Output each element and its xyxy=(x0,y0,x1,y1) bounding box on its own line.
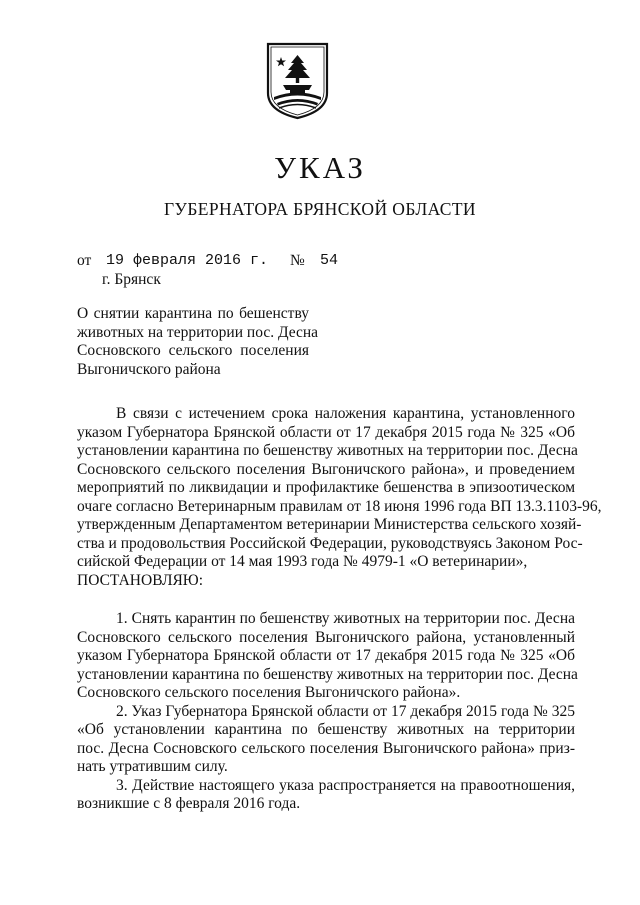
decree-subject xyxy=(77,305,319,379)
clause-1 xyxy=(77,610,578,703)
body-line: нать утратившим силу. xyxy=(77,758,228,775)
body-line: ства и продовольствия Российской Федерации, руководствуясь Законом Рос- xyxy=(77,534,583,552)
body-line: очаге согласно Ветеринарным правилам от 18 июня 1996 года ВП 13.3.1103-96, xyxy=(77,497,602,515)
body-line: 2. Указ Губернатора Брянской области от 17 декабря 2015 года № 325 xyxy=(116,702,575,720)
city: г. Брянск xyxy=(102,271,161,288)
subject-line: О снятии карантина по бешенству xyxy=(77,305,309,322)
body-line: В связи с истечением срока наложения карантина, установленного xyxy=(116,405,575,422)
body-line: 1. Снять карантин по бешенству животных на территории пос. Десна xyxy=(116,610,575,627)
body-line: Сосновского сельского поселения Выгоничского района». xyxy=(77,684,461,701)
subject-line: Выгоничского района xyxy=(77,360,221,378)
body-line: указом Губернатора Брянской области от 17 декабря 2015 года № 325 «Об xyxy=(77,423,575,441)
clause-3 xyxy=(77,777,575,814)
body-line: 3. Действие настоящего указа распространяется на правоотношения, xyxy=(116,776,575,794)
body-line: возникшие с 8 февраля 2016 года. xyxy=(77,795,301,812)
document-title: УКАЗ xyxy=(274,150,366,185)
date-prefix: от xyxy=(77,252,92,269)
body-line: установлении карантина по бешенству животных на территории пос. Десна xyxy=(77,665,578,683)
subject-line: животных на территории пос. Десна xyxy=(77,323,319,341)
issuer-heading: ГУБЕРНАТОРА БРЯНСКОЙ ОБЛАСТИ xyxy=(164,199,476,219)
body-line: установлении карантина по бешенству животных на территории пос. Десна xyxy=(77,442,578,459)
body-line: указом Губернатора Брянской области от 17 декабря 2015 года № 325 «Об xyxy=(77,647,575,664)
decree-body xyxy=(77,405,602,814)
decree-date: 19 февраля 2016 г. xyxy=(106,252,269,269)
body-line: мероприятий по ликвидации и профилактике бешенства в эпизоотическом xyxy=(77,479,575,496)
bryansk-coat-of-arms-icon xyxy=(265,41,330,121)
clause-2 xyxy=(77,703,575,777)
body-line: Сосновского сельского поселения Выгоничского района», и проведением xyxy=(77,460,575,478)
preamble-paragraph xyxy=(77,405,602,590)
subject-line: Сосновского сельского поселения xyxy=(77,342,309,359)
body-line: пос. Десна Сосновского сельского поселения Выгоничского района» приз- xyxy=(77,739,575,757)
number-sign: № xyxy=(290,252,305,269)
body-line: сийской Федерации от 14 мая 1993 года № 4979-1 «О ветеринарии», xyxy=(77,553,528,570)
resolves-heading: ПОСТАНОВЛЯЮ: xyxy=(77,571,204,589)
body-line: утвержденным Департаментом ветеринарии Министерства сельского хозяй- xyxy=(77,516,582,533)
decree-number: 54 xyxy=(320,252,339,269)
body-line: «Об установлении карантина по бешенству животных на территории xyxy=(77,721,575,738)
body-line: Сосновского сельского поселения Выгоничского района, установленный xyxy=(77,628,575,646)
